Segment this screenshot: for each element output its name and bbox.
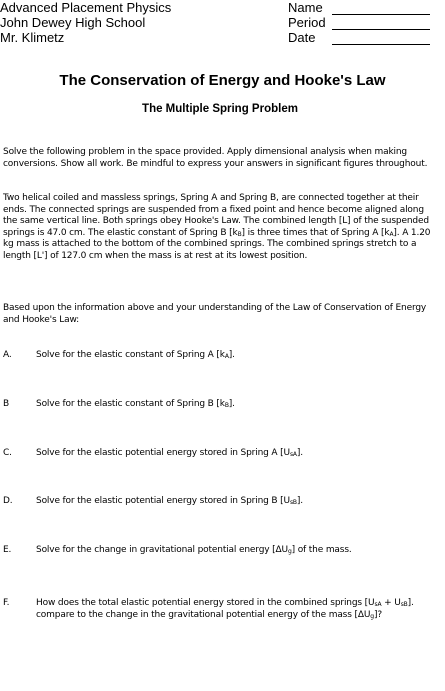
question-text: Solve for the change in gravitational potential energy $[\Delta U_g]$ of the mass. [36, 545, 352, 555]
course-name: Advanced Placement Physics [0, 0, 172, 15]
name-label: Name [288, 0, 323, 15]
question-text: Solve for the elastic potential energy stored in Spring B $[U_{sB}]$. [36, 496, 303, 506]
period-field[interactable] [288, 15, 438, 30]
question-label: A. [3, 350, 12, 360]
question-label: F. [3, 598, 10, 608]
question-text: Solve for the elastic constant of Spring A $[k_A]$. [36, 350, 235, 360]
page-title: The Conservation of Energy and Hooke's Law [59, 72, 386, 89]
question-text: How does the total elastic potential energy stored in the combined springs $[U_{sA} + U_{sB}]$. compare to the change in the gravitational potential energy of the mass $[\Delta U_g]$? [36, 598, 414, 620]
date-label: Date [288, 30, 316, 45]
teacher-name: Mr. Klimetz [0, 30, 65, 45]
name-field[interactable] [288, 0, 438, 15]
question-text: Solve for the elastic constant of Spring B $[k_B]$. [36, 399, 235, 409]
school-name: John Dewey High School [0, 15, 146, 30]
student-info-fields [288, 0, 438, 45]
period-label: Period [288, 15, 326, 30]
question-label: C. [3, 448, 12, 458]
problem-paragraph: Two helical coiled and massless springs, Spring A and Spring B, are connected together at their ends. The connected springs are suspended from a fixed point and hence become aligned along the same vertical line. Both springs obey Hooke's Law. The combined length [L] of the suspended springs is 47.0 cm. The elastic constant of Spring B $[k_B]$ is three times that of Spring A $[k_A]$. A 1.20 kg mass is attached to the bottom of the combined springs. The combined springs stretch to a length [L'] of 127.0 cm when the mass is at rest at its lowest position. [3, 193, 431, 261]
question-label: D. [3, 496, 13, 506]
course-header [0, 0, 260, 45]
question-label: E. [3, 545, 12, 555]
date-field[interactable] [288, 30, 438, 45]
page-subtitle: The Multiple Spring Problem [142, 103, 298, 115]
question-text: Solve for the elastic potential energy stored in Spring A $[U_{sA}]$. [36, 448, 303, 458]
instructions-paragraph: Solve the following problem in the space provided. Apply dimensional analysis when making conversions. Show all work. Be mindful to express your answers in significant figures throughout. [3, 147, 428, 169]
name-blank-line[interactable] [332, 2, 430, 15]
period-blank-line[interactable] [332, 17, 430, 30]
date-blank-line[interactable] [332, 32, 430, 45]
question-label: B [3, 399, 10, 409]
based-upon-paragraph: Based upon the information above and your understanding of the Law of Conservation of Energy and Hooke's Law: [3, 303, 427, 325]
